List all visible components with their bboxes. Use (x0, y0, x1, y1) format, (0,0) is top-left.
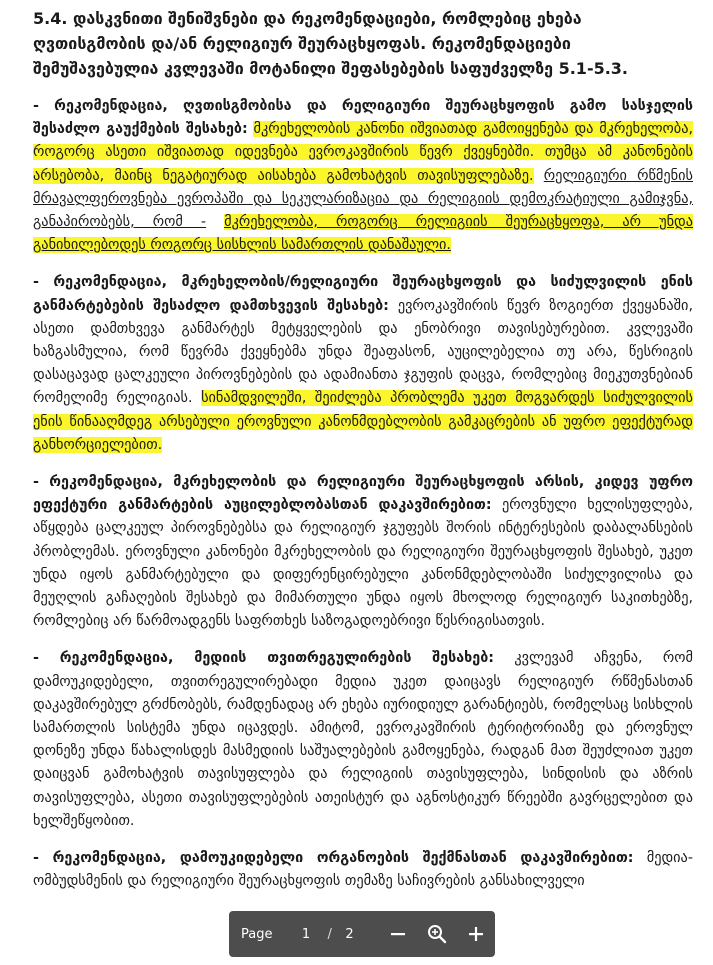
paragraph-4 (33, 647, 693, 833)
paragraph-5 (33, 847, 693, 893)
document-content (33, 6, 693, 908)
paragraph-3 (33, 471, 693, 633)
paragraph-lead: - რეკომენდაცია, ღვთისგმობისა და რელიგიური შეურაცხყოფის გამო სასჯელის შესაძლო გაუქმების შესახებ: (33, 98, 693, 138)
paragraph-lead: - რეკომენდაცია, მედიის თვითრეგულირების შესახებ: (33, 650, 494, 667)
zoom-reset-button[interactable] (418, 911, 457, 957)
paragraph-lead: - რეკომენდაცია, დამოუკიდებელი ორგანოების შექმნასთან დაკავშირებით: (33, 850, 634, 867)
page-separator: / (327, 926, 332, 942)
highlighted-text: სინამდვილეში, შეიძლება პრობლემა უკეთ მოგვარდეს სიძულვილის ენის წინააღმდეგ არსებული ეროვნული კანონმდებლობის გამკაცრების ან უფრო ეფექტურად განხორციელებით. (33, 390, 694, 453)
underlined-text: რელიგიური რწმენის მრავალფეროვნება ევროპაში და სეკულარიზაცია და რელიგიის დემოკრატიული გამიჯვნა, განაპირობებს, რომ - (33, 167, 694, 231)
highlighted-text: მკრეხელობის კანონი იშვიათად გამოიყენება და მკრეხელობა, როგორც ასეთი იშვიათად იდევნება ევროკავშირის წევრ ქვეყნებში. თუმცა ამ კანონების არსებობა, მაინც ნეგატიურად აისახება გამოხატვის თავისუფლებაზე. (33, 121, 693, 184)
paragraph-text: ევროკავშირის წევრ ზოგიერთ ქვეყანაში, ასეთი დამთხვევა განმარტეს მეტყველების და ენობრივი თავისებურებით. კვლევაში ხაზგასმულია, რომ წევრმა ქვეყნებმა უნდა შეაფასონ, აუცილებელია თუ არა, წესრიგის დასაცავად ცალკეული პიროვნებების და ადამიანთა ჯგუფის დაცვა, რომლებიც მიეკუთვნებიან რომელიმე რელიგიას. (33, 297, 693, 407)
current-page-input[interactable]: 1 (301, 926, 311, 942)
zoom-out-button[interactable] (379, 911, 418, 957)
zoom-in-button[interactable] (456, 911, 495, 957)
paragraph-text (534, 168, 544, 184)
paragraph-lead: - რეკომენდაცია, მკრეხელობის/რელიგიური შეურაცხყოფის და სიძულვილის ენის განმარტებების შესაძლო დამთხვევის შესახებ: (33, 274, 693, 314)
paragraph-lead: - რეკომენდაცია, მკრეხელობის და რელიგიური შეურაცხყოფის არსის, კიდევ უფრო ეფექტური განმარტების აუცილებლობასთან დაკავშირებით: (33, 474, 693, 514)
highlighted-underlined-text: მკრეხელობა, როგორც რელიგიის შეურაცხყოფა, არ უნდა განიხილებოდეს როგორც სისხლის სამართლის დანაშაული. (33, 214, 693, 254)
section-heading: 5.4. დასკვნითი შენიშვნები და რეკომენდაციები, რომლებიც ეხება ღვთისგმობის და/ან რელიგიურ შეურაცხყოფას. რეკომენდაციები შემუშავებულია კვლევაში მოტანილი შეფასებების საფუძველზე 5.1-5.3. (33, 9, 628, 78)
paragraph-1 (33, 95, 693, 257)
paragraph-text (206, 214, 224, 230)
page-toolbar (229, 911, 495, 957)
paragraph-text (193, 390, 202, 406)
paragraph-2 (33, 271, 693, 457)
zoom-reset-icon (427, 924, 447, 944)
zoom-in-icon (467, 925, 485, 943)
paragraph-text: კვლევამ აჩვენა, რომ დამოუკიდებელი, თვითრეგულირებადი მედია უკეთ დაიცავს რელიგიურ რწმენასთან დაკავშირებულ გრძნობებს, რამდენადაც არ ეხება იურიდიულ გარანტიებს, რომელსაც სისხლის სამართლის სისტემა უნდა იცავდეს. ამიტომ, ევროკავშირის ტერიტორიაზე და ეროვნულ დონეზე უნდა წახალისდეს მასმედიის საშუალებების გამოყენება, რადგან მათ შეუძლიათ უკეთ დაიცვან გამოხატვის თავისუფლება და რელიგიის თავისუფლება, სინდისის და აზრის თავისუფლება, ასეთი თავისუფლებების ათეისტურ და აგნოსტიკურ წრეებში გავრცელებით და ხელშეწყობით. (33, 650, 693, 829)
paragraph-text: მედია-ომბუდსმენის და რელიგიური შეურაცხყოფის თემაზე საჩივრების განსახილველი (33, 850, 693, 890)
paragraph-text: ეროვნული ხელისუფლება, აწყდება ცალკეულ პიროვნებებსა და რელიგიურ ჯგუფებს შორის ინტერესების დაბალანსების პრობლემას. ეროვნული კანონები მკრეხელობის და რელიგიური შეურაცხყოფის შესახებ, უკეთ უნდა იყოს განმარტებული და დიფერენცირებული კანონმდებლობაში სიძულვილისა და მეუღლის გაჩაღების შესახებ და მიმართული უნდა იყოს მხოლოდ რელიგიურ საკითხებზე, რომლებიც არ წარმოადგენს საფრთხეს საზოგადოებრივი წესრიგისათვის. (33, 497, 694, 630)
zoom-out-icon (389, 925, 407, 943)
page-label: Page (241, 926, 273, 942)
total-pages: 2 (345, 926, 354, 942)
